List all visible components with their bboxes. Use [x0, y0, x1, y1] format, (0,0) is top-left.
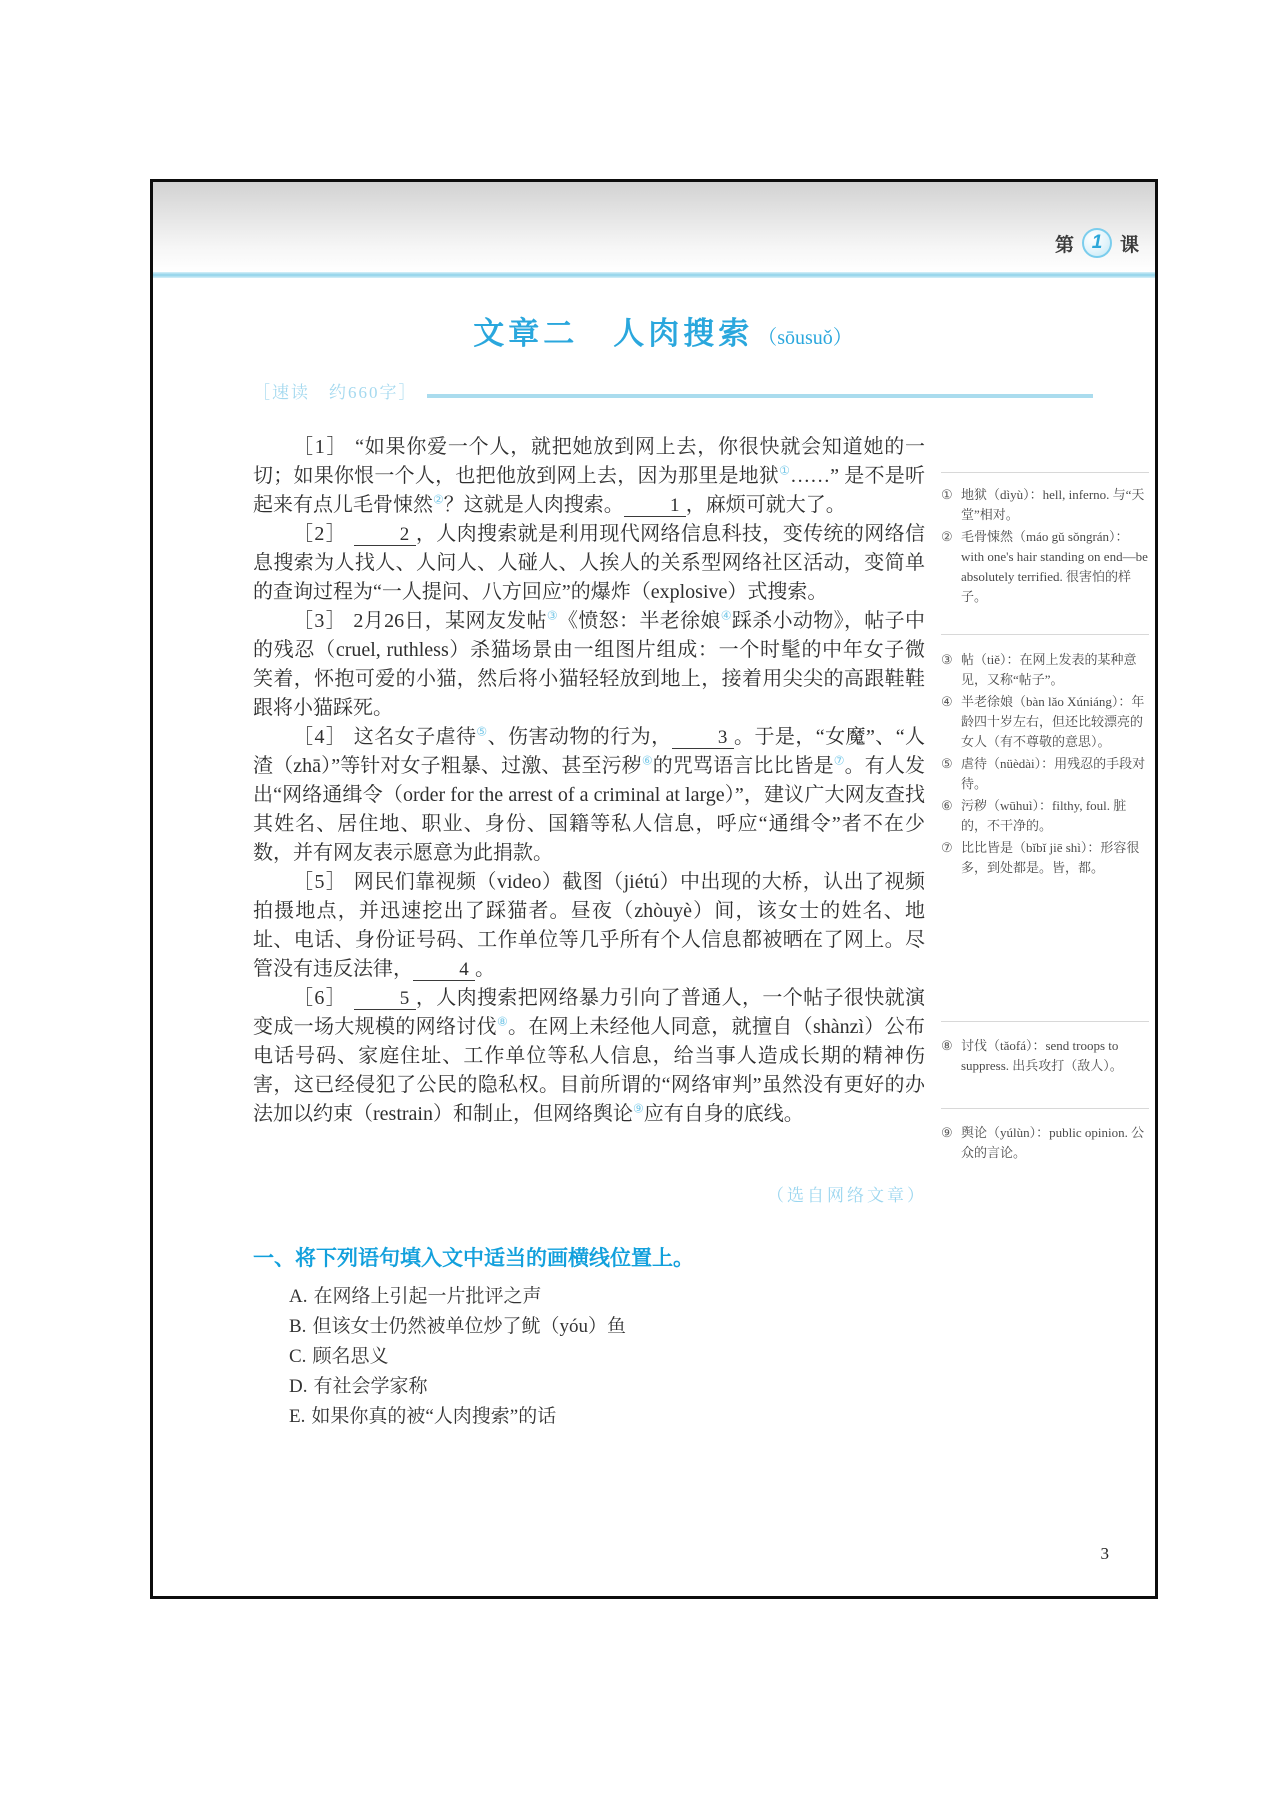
fill-in-blank: 5: [354, 988, 416, 1010]
note-text: 比比皆是（bǐbǐ jiē shì）：形容很多，到处都是。皆，都。: [961, 840, 1140, 875]
note-text: 地狱（dìyù）：hell, inferno. 与“天堂”相对。: [961, 487, 1145, 522]
article-title-text: 文章二 人肉搜索: [473, 316, 754, 351]
header-blue-rule: [153, 272, 1155, 278]
note-group: [941, 485, 1149, 609]
paragraph-marker: ［6］: [293, 987, 354, 1009]
article-paragraph: ［5］ 网民们靠视频（video）截图（jiétú）中出现的大桥，认出了视频拍摄地点，并迅速挖出了踩猫者。昼夜（zhòuyè）间，该女士的姓名、地址、电话、身份证号码、工作单位等几乎所有个人信息都被晒在了网上。尽管没有违反法律， 4 。: [253, 871, 925, 980]
book-page: [150, 179, 1158, 1599]
margin-note: [941, 796, 1149, 836]
option-label: A.: [289, 1286, 308, 1307]
exercise-option: [289, 1342, 626, 1372]
note-marker: ③: [941, 652, 953, 667]
margin-note: [941, 692, 1149, 752]
note-marker: ⑥: [941, 798, 953, 813]
note-text: 污秽（wūhuì）：filthy, foul. 脏的，不干净的。: [961, 798, 1127, 833]
lesson-badge-suffix: 课: [1119, 234, 1139, 256]
article-paragraph: ［2］ 2 ，人肉搜索就是利用现代网络信息科技，变传统的网络信息搜索为人找人、人问人、人碰人、人挨人的关系型网络社区活动，变简单的查询过程为“一人提问、八方回应”的爆炸（explosive）式搜索。: [253, 523, 926, 603]
article-paragraph: ［1］ “如果你爱一个人，就把她放到网上去，你很快就会知道她的一切；如果你恨一个人，也把他放到网上去，因为那里是地狱①……” 是不是听起来有点儿毛骨悚然②？这就是人肉搜索。 1 ，麻烦可就大了。: [253, 436, 926, 516]
note-text: 半老徐娘（bàn lǎo Xúniáng）：年龄四十岁左右，但还比较漂亮的女人（有不尊敬的意思）。: [961, 694, 1145, 749]
margin-note: [941, 485, 1149, 525]
note-reference: ③: [546, 608, 558, 623]
page-header-band: [153, 182, 1155, 272]
option-label: E.: [289, 1406, 306, 1427]
note-text: 帖（tiě）：在网上发表的某种意见，又称“帖子”。: [961, 652, 1137, 687]
note-marker: ⑦: [941, 840, 953, 855]
lesson-badge: [1055, 228, 1139, 258]
fill-in-blank: 2: [354, 524, 416, 546]
note-marker: ⑧: [941, 1038, 953, 1053]
note-reference: ⑤: [476, 724, 488, 739]
note-text: 舆论（yúlùn）：public opinion. 公众的言论。: [961, 1125, 1145, 1160]
paragraph-marker: ［3］: [293, 610, 354, 632]
note-divider: [941, 472, 1149, 473]
article-title-pinyin: （sōusuǒ）: [757, 327, 853, 349]
note-reference: ⑧: [496, 1014, 509, 1029]
page-number: 3: [1100, 1544, 1109, 1563]
note-reference: ①: [779, 463, 791, 478]
option-text: 在网络上引起一片批评之声: [313, 1286, 542, 1307]
exercise-heading: 一、将下列语句填入文中适当的画横线位置上。: [253, 1247, 694, 1270]
note-reference: ⑨: [632, 1101, 644, 1116]
note-text: 讨伐（tǎofá）：send troops to suppress. 出兵攻打（敌人）。: [961, 1038, 1123, 1073]
note-text: 虐待（nüèdài）：用残忍的手段对待。: [961, 756, 1146, 791]
option-text: 顾名思义: [312, 1346, 389, 1367]
note-divider: [941, 1108, 1149, 1109]
note-marker: ④: [941, 694, 953, 709]
lesson-number: 1: [1091, 232, 1103, 253]
note-divider: [941, 634, 1149, 635]
option-text: 有社会学家称: [313, 1376, 428, 1397]
note-reference: ⑦: [833, 753, 845, 768]
paragraph-marker: ［4］: [293, 726, 354, 748]
note-divider: [941, 1021, 1149, 1022]
note-reference: ⑥: [641, 753, 653, 768]
article-paragraph: ［3］ 2月26日，某网友发帖③《愤怒：半老徐娘④踩杀小动物》，帖子中的残忍（cruel, ruthless）杀猫场景由一组图片组成：一个时髦的中年女子微笑着，怀抱可爱的小猫，然后将小猫轻轻放到地上，接着用尖尖的高跟鞋鞋跟将小猫踩死。: [253, 608, 926, 719]
option-label: C.: [289, 1346, 307, 1367]
option-text: 如果你真的被“人肉搜索”的话: [311, 1406, 557, 1427]
article-body: [253, 433, 925, 1129]
note-marker: ⑨: [941, 1125, 953, 1140]
note-marker: ②: [941, 529, 953, 544]
margin-note: [941, 1123, 1149, 1163]
article-paragraph: ［6］ 5 ，人肉搜索把网络暴力引向了普通人，一个帖子很快就演变成一场大规模的网络讨伐⑧。在网上未经他人同意，就擅自（shànzì）公布电话号码、家庭住址、工作单位等私人信息，给当事人造成长期的精神伤害，这已经侵犯了公民的隐私权。目前所谓的“网络审判”虽然没有更好的办法加以约束（restrain）和制止，但网络舆论⑨应有自身的底线。: [253, 987, 926, 1125]
paragraph-marker: ［1］: [293, 436, 356, 458]
article-title: [373, 308, 953, 353]
fill-in-blank: 3: [672, 727, 734, 749]
lesson-number-circle-icon: [1082, 228, 1112, 258]
note-marker: ①: [941, 487, 953, 502]
note-text: 毛骨悚然（máo gǔ sǒngrán）：with one's hair standing on end—be absolutely terrified. 很害怕的样子。: [961, 529, 1148, 604]
note-group: [941, 1123, 1149, 1165]
exercise-option: [289, 1372, 626, 1402]
paragraph-marker: ［5］: [293, 871, 354, 893]
article-paragraph: ［4］ 这名女子虐待⑤、伤害动物的行为， 3 。于是，“女魔”、“人渣（zhā）”等针对女子粗暴、过激、甚至污秽⑥的咒骂语言比比皆是⑦。有人发出“网络通缉令（order for the arrest of a criminal at large）”，建议广大网友查找其姓名、居住地、职业、身份、国籍等私人信息，呼应“通缉令”者不在少数，并有网友表示愿意为此捐款。: [253, 724, 926, 864]
reading-speed-tag: ［速读 约660字］: [253, 383, 418, 402]
lesson-badge-prefix: 第: [1054, 234, 1074, 256]
note-marker: ⑤: [941, 756, 953, 771]
option-label: B.: [289, 1316, 307, 1337]
exercise-option: [289, 1312, 626, 1342]
source-attribution: （选自网络文章）: [767, 1186, 927, 1205]
note-reference: ④: [720, 608, 732, 623]
paragraph-marker: ［2］: [293, 523, 354, 545]
fill-in-blank: 4: [413, 959, 475, 981]
margin-note: [941, 838, 1149, 878]
fill-in-blank: 1: [624, 495, 686, 517]
option-label: D.: [289, 1376, 308, 1397]
margin-note: [941, 650, 1149, 690]
exercise-option: [289, 1282, 626, 1312]
reading-tag-rule: [427, 394, 1093, 398]
note-reference: ②: [433, 492, 444, 507]
margin-note: [941, 527, 1149, 607]
exercise-options: [289, 1282, 626, 1432]
note-group: [941, 650, 1149, 880]
note-group: [941, 1036, 1149, 1078]
exercise-option: [289, 1402, 626, 1432]
option-text: 但该女士仍然被单位炒了鱿（yóu）鱼: [312, 1316, 626, 1337]
margin-note: [941, 1036, 1149, 1076]
margin-note: [941, 754, 1149, 794]
